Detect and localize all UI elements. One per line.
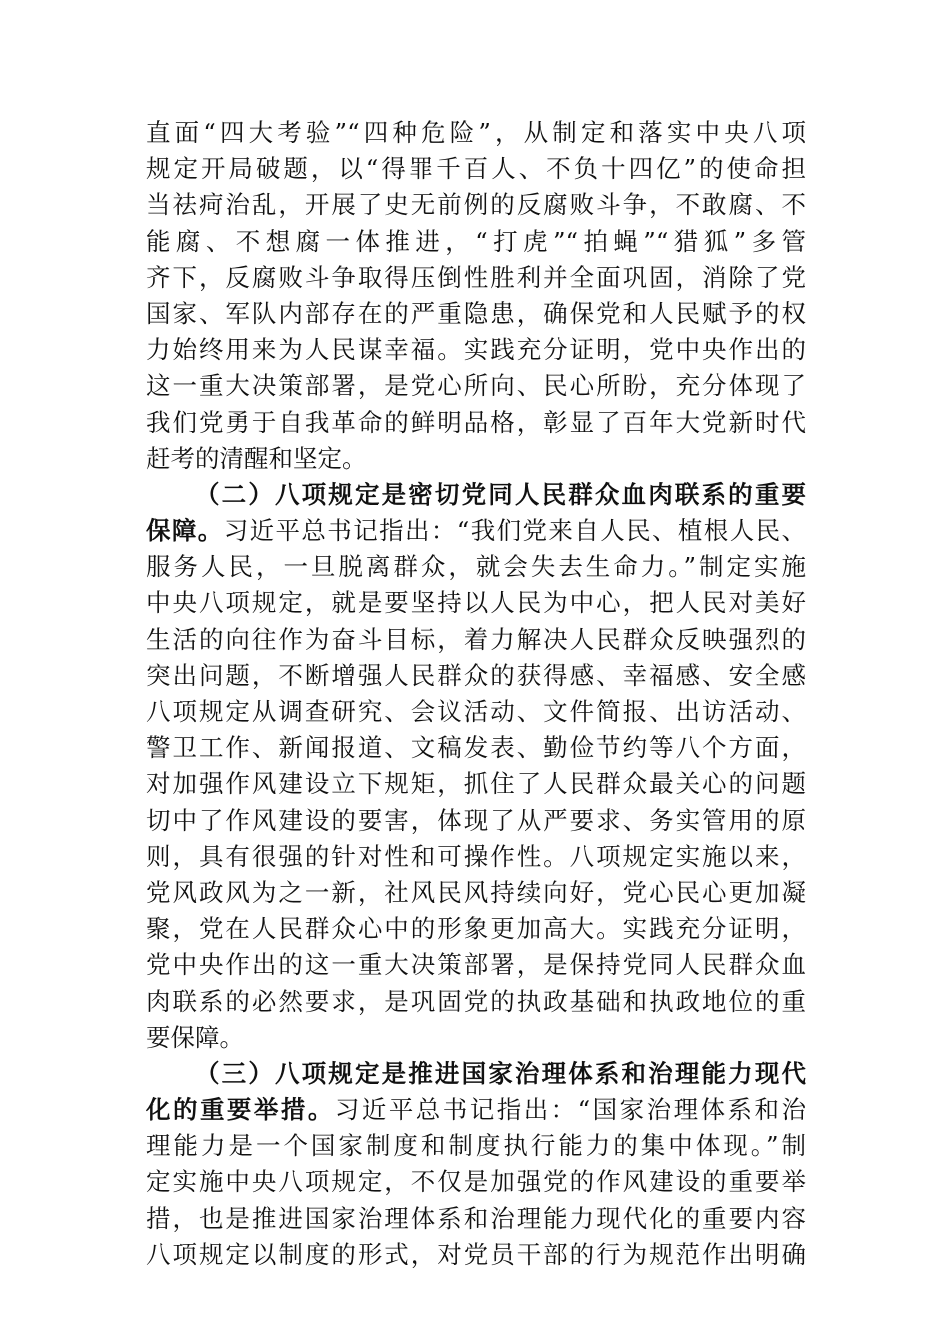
text-run: 习近平总书记指出：“我们党来自人民、植根人民、 [223,516,806,546]
text-line: 八项规定以制度的形式，对党员干部的行为规范作出明确 [146,1239,806,1269]
text-line: 措，也是推进国家治理体系和治理能力现代化的重要内容 [146,1203,806,1233]
text-line: 这一重大决策部署，是党心所向、民心所盼，充分体现了 [146,371,806,401]
section-heading-2-end: 保障。 [146,516,224,546]
text-line: 国家、军队内部存在的严重隐患，确保党和人民赋予的权 [146,298,806,328]
text-line: 我们党勇于自我革命的鲜明品格，彰显了百年大党新时代 [146,407,806,437]
text-line: 服务人民，一旦脱离群众，就会失去生命力。”制定实施 [146,552,806,582]
text-line: 则，具有很强的针对性和可操作性。八项规定实施以来， [146,841,806,871]
text-line: 赶考的清醒和坚定。 [146,443,367,473]
text-line: 肉联系的必然要求，是巩固党的执政基础和执政地位的重 [146,986,806,1016]
text-line: 定实施中央八项规定，不仅是加强党的作风建设的重要举 [146,1167,806,1197]
section-heading-3: （三）八项规定是推进国家治理体系和治理能力现代 [195,1058,806,1088]
text-line [146,513,806,549]
text-line: 理能力是一个国家制度和制度执行能力的集中体现。”制 [146,1131,806,1161]
text-line: 突出问题，不断增强人民群众的获得感、幸福感、安全感 [146,660,806,690]
text-line: 警卫工作、新闻报道、文稿发表、勤俭节约等八个方面， [146,733,806,763]
text-line: 聚，党在人民群众心中的形象更加高大。实践充分证明， [146,914,806,944]
text-line: 力始终用来为人民谋幸福。实践充分证明，党中央作出的 [146,335,806,365]
text-run: 习近平总书记指出：“国家治理体系和治 [334,1095,806,1125]
section-heading-2: （二）八项规定是密切党同人民群众血肉联系的重要 [195,479,806,509]
text-line [146,1092,806,1128]
section-heading-3-end: 化的重要举措。 [146,1095,335,1125]
text-line: 当祛疴治乱，开展了史无前例的反腐败斗争，不敢腐、不 [146,190,806,220]
text-line: 直面“四大考验”“四种危险”，从制定和落实中央八项 [146,118,806,147]
text-line: 党风政风为之一新，社风民风持续向好，党心民心更加凝 [146,877,806,907]
text-line: 规定开局破题，以“得罪千百人、不负十四亿”的使命担 [146,154,806,184]
text-line: 对加强作风建设立下规矩，抓住了人民群众最关心的问题 [146,769,806,799]
text-line: 八项规定从调查研究、会议活动、文件简报、出访活动、 [146,697,806,726]
text-line: 生活的向往作为奋斗目标，着力解决人民群众反映强烈的 [146,624,806,654]
text-line: 要保障。 [146,1022,244,1052]
text-line: 能腐、不想腐一体推进，“打虎”“拍蝇”“猎狐”多管 [146,226,806,256]
body-text [146,115,806,1273]
text-line: 中央八项规定，就是要坚持以人民为中心，把人民对美好 [146,588,806,618]
text-line: 齐下，反腐败斗争取得压倒性胜利并全面巩固，消除了党 [146,262,806,292]
text-line: 党中央作出的这一重大决策部署，是保持党同人民群众血 [146,950,806,980]
text-line: 切中了作风建设的要害，体现了从严要求、务实管用的原 [146,805,806,835]
